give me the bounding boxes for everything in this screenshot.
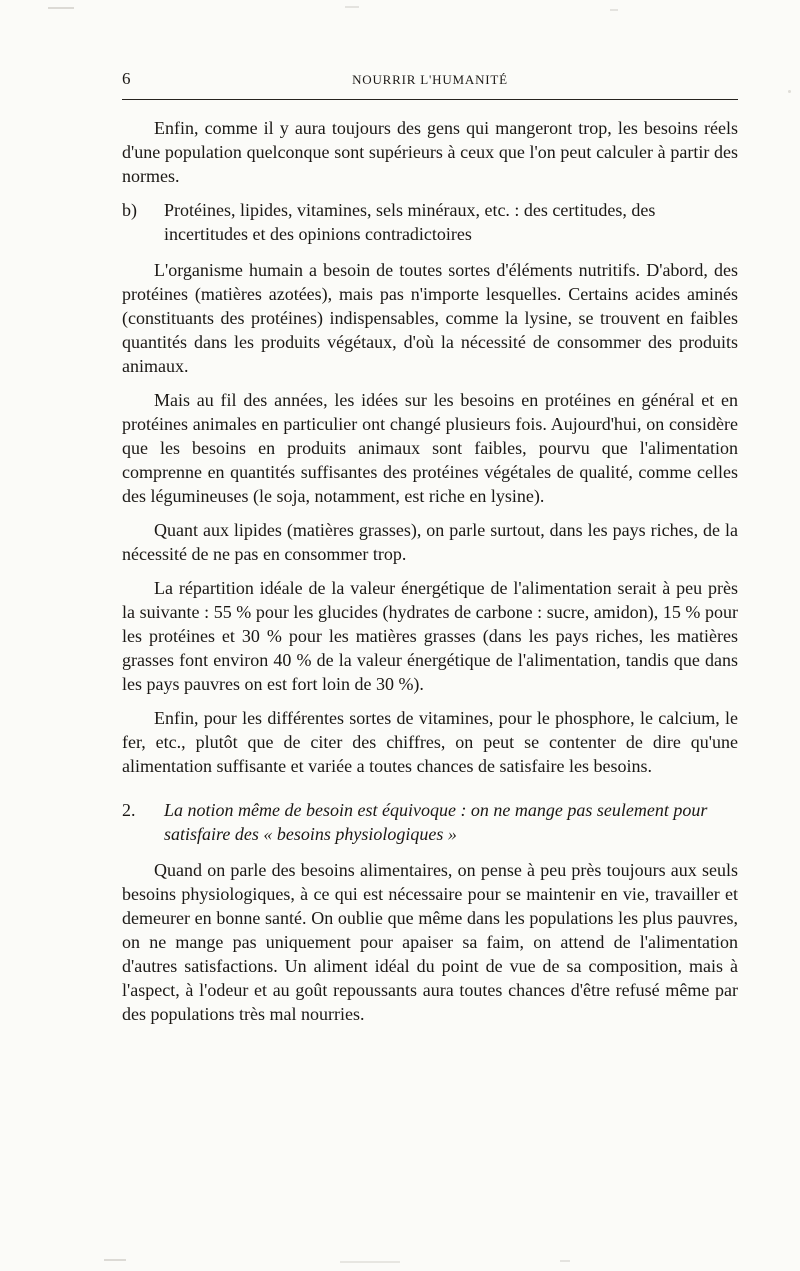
- paragraph: Mais au fil des années, les idées sur les besoins en protéines en général et en protéines animales en particulier ont changé plusieurs fois. Aujourd'hui, on considère que les besoins en produits animaux sont faibles, pourvu que l'alimentation comprenne en quantités suffisantes des protéines végétales de qualité, comme celles des légumineuses (le soja, notamment, est riche en lysine).: [122, 390, 738, 506]
- paragraph: L'organisme humain a besoin de toutes sortes d'éléments nutritifs. D'abord, des protéines (matières azotées), mais pas n'importe lesquelles. Certains acides aminés (constituants des protéines) indispensables, comme la lysine, se trouvent en faibles quantités dans les produits végétaux, d'où la nécessité de consommer des produits animaux.: [122, 260, 738, 376]
- scan-artifact: [788, 90, 791, 93]
- scan-artifact: [345, 6, 359, 8]
- scan-artifact: [48, 7, 74, 9]
- section-title: La notion même de besoin est équivoque : on ne mange pas seulement pour satisfaire des « besoins physiologiques »: [164, 800, 708, 844]
- page-content: [122, 116, 738, 1026]
- paragraph: Enfin, pour les différentes sortes de vitamines, pour le phosphore, le calcium, le fer, etc., plutôt que de citer des chiffres, on peut se contenter de dire qu'une alimentation suffisante et variée a toutes chances de satisfaire les besoins.: [122, 708, 738, 776]
- subsection-heading-b: [122, 198, 738, 246]
- book-page: [122, 68, 738, 1036]
- header-rule: [122, 99, 738, 100]
- subsection-label: b): [122, 200, 137, 220]
- scan-artifact: [610, 9, 618, 11]
- paragraph: Enfin, comme il y aura toujours des gens qui mangeront trop, les besoins réels d'une population quelconque sont supérieurs à ceux que l'on peut calculer à partir des normes.: [122, 118, 738, 186]
- paragraph: La répartition idéale de la valeur énergétique de l'alimentation serait à peu près la suivante : 55 % pour les glucides (hydrates de carbone : sucre, amidon), 15 % pour les protéines et 30 % pour les matières grasses (dans les pays riches, les matières grasses font environ 40 % de la valeur énergétique de l'alimentation, tandis que dans les pays pauvres on est fort loin de 30 %).: [122, 578, 738, 694]
- paragraph: Quant aux lipides (matières grasses), on parle surtout, dans les pays riches, de la nécessité de ne pas en consommer trop.: [122, 520, 738, 564]
- page-number: 6: [122, 69, 131, 88]
- scan-artifact: [560, 1260, 570, 1262]
- scan-artifact: [340, 1261, 400, 1263]
- running-header: NOURRIR L'HUMANITÉ: [352, 72, 508, 87]
- paragraph: Quand on parle des besoins alimentaires, on pense à peu près toujours aux seuls besoins physiologiques, à ce qui est nécessaire pour se maintenir en vie, travailler et demeurer en bonne santé. On oublie que même dans les populations les plus pauvres, on ne mange pas uniquement pour apaiser sa faim, on attend de l'alimentation d'autres satisfactions. Un aliment idéal du point de vue de sa composition, mais à l'aspect, à l'odeur et au goût repoussants aura toutes chances d'être refusé même par des populations très mal nourries.: [122, 860, 738, 1024]
- section-label: 2.: [122, 800, 136, 820]
- subsection-title: Protéines, lipides, vitamines, sels minéraux, etc. : des certitudes, des incertitudes et des opinions contradictoires: [164, 200, 656, 244]
- scan-artifact: [104, 1259, 126, 1261]
- page-header: [122, 68, 738, 90]
- section-heading-2: [122, 798, 738, 846]
